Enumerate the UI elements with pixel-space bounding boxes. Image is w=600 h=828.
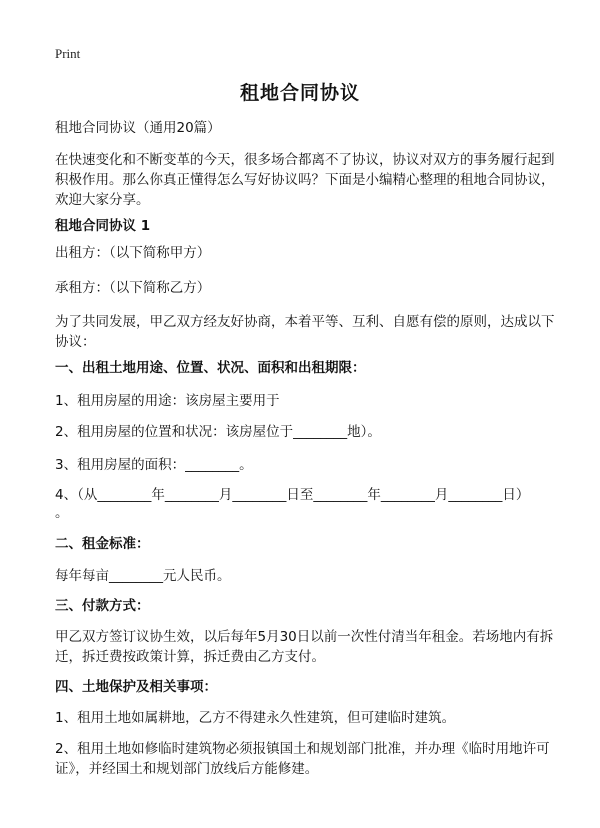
section-4-item-2: 2、租用土地如修临时建筑物必须报镇国土和规划部门批准，并办理《临时用地许可证》，并经国土和规划部门放线后方能修建。: [55, 741, 550, 777]
section-1-item-3: 3、租用房屋的面积：________。: [55, 457, 253, 473]
print-label: Print: [55, 46, 81, 61]
preamble-paragraph: 为了共同发展，甲乙双方经友好协商，本着平等、互利、自愿有偿的原则，达成以下协议：: [55, 314, 555, 350]
section-2-text: 每年每亩________元人民币。: [55, 568, 231, 584]
section-4-heading: 四、土地保护及相关事项：: [55, 679, 217, 695]
agreement-heading: 租地合同协议 1: [55, 218, 151, 234]
lessor-line: 出租方：（以下简称甲方）: [55, 245, 211, 261]
section-3-text: 甲乙双方签订议协生效，以后每年5月30日以前一次性付清当年租金。若场地内有拆迁，拆迁费按政策计算，拆迁费由乙方支付。: [55, 629, 554, 665]
section-2-heading: 二、租金标准：: [55, 536, 150, 552]
document-title: 租地合同协议: [239, 82, 360, 104]
section-3-heading: 三、付款方式：: [55, 598, 150, 614]
section-1-item-1: 1、租用房屋的用途：该房屋主要用于: [55, 393, 280, 409]
section-1-item-2: 2、租用房屋的位置和状况：该房屋位于________地）。: [55, 424, 381, 440]
lessee-line: 承租方：（以下简称乙方）: [55, 280, 211, 296]
document-subtitle: 租地合同协议（通用20篇）: [55, 120, 221, 136]
section-4-item-1: 1、租用土地如属耕地，乙方不得建永久性建筑，但可建临时建筑。: [55, 710, 456, 726]
section-1-heading: 一、出租土地用途、位置、状况、面积和出租期限：: [55, 360, 366, 376]
intro-paragraph: 在快速变化和不断变革的今天，很多场合都离不了协议，协议对双方的事务履行起到积极作用。那么你真正懂得怎么写好协议吗？下面是小编精心整理的租地合同协议，欢迎大家分享。: [55, 152, 555, 208]
section-1-item-4-end: 。: [55, 505, 69, 521]
section-1-item-4: 4、（从________年________月________日至________年________月________日）: [55, 487, 530, 503]
